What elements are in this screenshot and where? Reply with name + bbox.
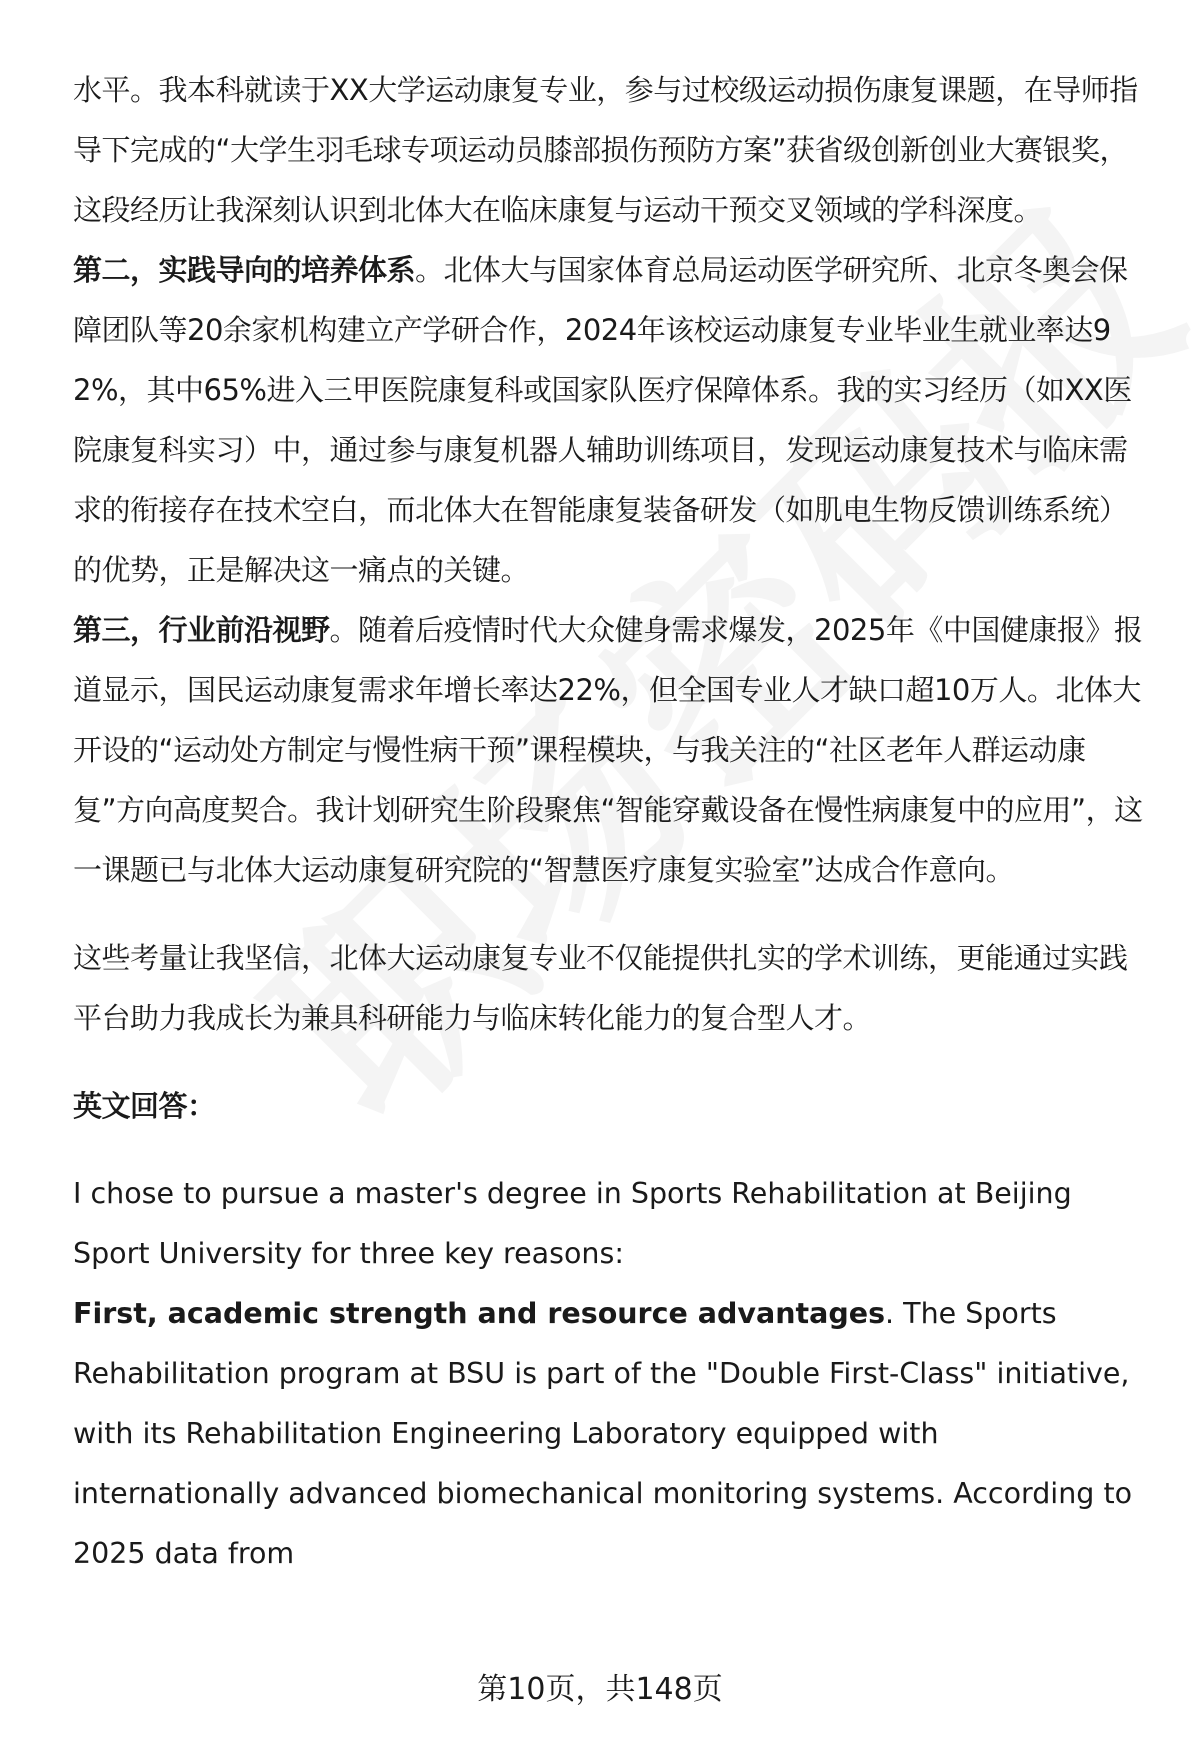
english-paragraph-1: I chose to pursue a master's degree in Sports Rehabilitation at Beijing Sport University for three key reasons: [73, 1177, 1072, 1270]
english-answer-heading-text: 英文回答： [73, 1089, 216, 1123]
paragraph-3-heading: 第三，行业前沿视野 [73, 613, 330, 647]
paragraph-2-text: 。北体大与国家体育总局运动医学研究所、北京冬奥会保障团队等20余家机构建立产学研合作，2024年该校运动康复专业毕业生就业率达92%，其中65%进入三甲医院康复科或国家队医疗保障体系。我的实习经历（如XX医院康复科实习）中，通过参与康复机器人辅助训练项目，发现运动康复技术与临床需求的衔接存在技术空白，而北体大在智能康复装备研发（如肌电生物反馈训练系统）的优势，正是解决这一痛点的关键。 [73, 253, 1132, 587]
page-number-footer: 第10页，共148页 [477, 1672, 723, 1707]
english-paragraph-2-heading: First, academic strength and resource advantages [73, 1297, 886, 1330]
paragraph-2-heading: 第二，实践导向的培养体系 [73, 253, 416, 287]
english-paragraph-2-text: . The Sports Rehabilitation program at BSU is part of the "Double First-Class" initiative, with its Rehabilitation Engineering Laboratory equipped with internationally advanced biomechanical monitoring systems. According to 2025 data from [73, 1297, 1133, 1570]
english-paragraph-2 [73, 1284, 1153, 1584]
paragraph-3 [73, 600, 1153, 900]
english-answer-heading [73, 1076, 1153, 1136]
paragraph-3-text: 。随着后疫情时代大众健身需求爆发，2025年《中国健康报》报道显示，国民运动康复需求年增长率达22%，但全国专业人才缺口超10万人。北体大开设的“运动处方制定与慢性病干预”课程模块，与我关注的“社区老年人群运动康复”方向高度契合。我计划研究生阶段聚焦“智能穿戴设备在慢性病康复中的应用”，这一课题已与北体大运动康复研究院的“智慧医疗康复实验室”达成合作意向。 [73, 613, 1143, 887]
document-body [73, 60, 1153, 1584]
paragraph-1: 水平。我本科就读于XX大学运动康复专业，参与过校级运动损伤康复课题，在导师指导下完成的“大学生羽毛球专项运动员膝部损伤预防方案”获省级创新创业大赛银奖，这段经历让我深刻认识到北体大在临床康复与运动干预交叉领域的学科深度。 [73, 73, 1138, 227]
paragraph-4: 这些考量让我坚信，北体大运动康复专业不仅能提供扎实的学术训练，更能通过实践平台助力我成长为兼具科研能力与临床转化能力的复合型人才。 [73, 941, 1128, 1035]
paragraph-2 [73, 240, 1153, 600]
